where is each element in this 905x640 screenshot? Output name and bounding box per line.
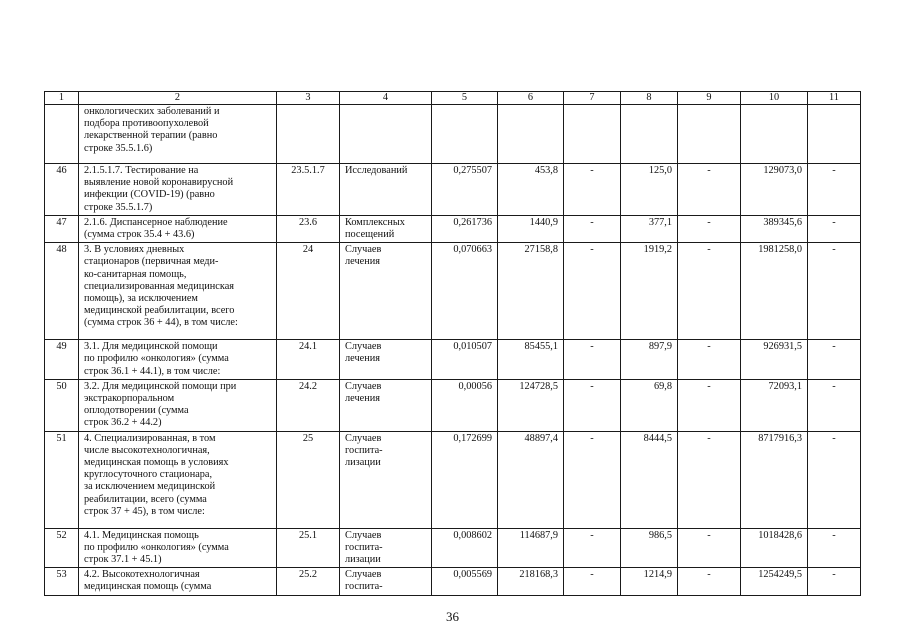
indicator-name-cell-line: строк 36.2 + 44.2) [84,417,162,429]
line-code-cell: 24.1 [277,340,340,380]
unit-cell-line: госпита- [345,581,383,593]
cell-col-8: 69,8 [621,379,678,431]
indicator-name-cell [79,528,277,568]
indicator-name-cell [79,379,277,431]
unit-cell-line: посещений [345,229,395,241]
row-number-cell [45,105,79,164]
column-header: 8 [621,92,678,105]
indicator-name-cell-line: 2.1.5.1.7. Тестирование на [84,165,199,176]
column-header: 3 [277,92,340,105]
cell-col-9: - [678,568,741,595]
indicator-name-cell-line: круглосуточного стационара, [84,469,213,481]
indicator-name-cell-line: строк 37 + 45), в том числе: [84,505,205,517]
cell-col-9: - [678,379,741,431]
row-number-cell: 51 [45,431,79,528]
indicator-name-cell-line: стационаров (первичная меди- [84,256,219,268]
indicator-name-cell-line: (сумма строк 36 + 44), в том числе: [84,317,238,329]
line-code-cell: 24 [277,243,340,340]
row-number-cell: 49 [45,340,79,380]
data-table [44,91,861,596]
cell-col-6: 27158,8 [498,243,564,340]
row-number-cell: 50 [45,379,79,431]
unit-cell-line: Комплексных [345,216,405,228]
unit-cell [340,215,432,242]
unit-cell-line: госпита- [345,444,383,456]
cell-col-10 [741,105,808,164]
cell-col-11: - [808,379,861,431]
cell-col-7: - [564,164,621,216]
unit-cell-line: Случаев [345,341,382,353]
table-body [45,105,861,596]
cell-col-5: 0,070663 [432,243,498,340]
indicator-name-cell [79,431,277,528]
cell-col-6: 124728,5 [498,379,564,431]
indicator-name-cell-line: (сумма строк 35.4 + 43.6) [84,229,195,241]
indicator-name-cell-line: медицинская помощь в условиях [84,457,229,469]
unit-cell-line: Случаев [345,569,382,581]
indicator-name-cell-line: строке 35.5.1.7) [84,201,153,213]
column-header: 2 [79,92,277,105]
cell-col-5: 0,010507 [432,340,498,380]
table-row [45,568,861,595]
indicator-name-cell-line: выявление новой коронавирусной [84,177,234,189]
indicator-name-cell-line: числе высокотехнологичная, [84,444,210,456]
line-code-cell: 25.1 [277,528,340,568]
cell-col-7: - [564,528,621,568]
unit-cell-line: лизации [345,457,381,469]
indicator-name-cell-line: экстракорпоральном [84,393,175,405]
cell-col-8: 897,9 [621,340,678,380]
cell-col-8: 377,1 [621,215,678,242]
column-header: 9 [678,92,741,105]
unit-cell-line: Случаев [345,432,382,444]
column-header: 1 [45,92,79,105]
row-number-cell: 48 [45,243,79,340]
table-row [45,340,861,380]
cell-col-7: - [564,340,621,380]
indicator-name-cell-line: по профилю «онкология» (сумма [84,541,229,553]
row-number-cell: 46 [45,164,79,216]
table-header-row [45,92,861,105]
indicator-name-cell-line: подбора противоопухолевой [84,118,209,130]
cell-col-8: 1214,9 [621,568,678,595]
indicator-name-cell-line: медицинской реабилитации, всего [84,305,235,317]
indicator-name-cell-line: 4. Специализированная, в том [84,432,216,444]
unit-cell [340,431,432,528]
cell-col-11: - [808,528,861,568]
cell-col-6: 85455,1 [498,340,564,380]
unit-cell-line: лечения [345,256,380,268]
unit-cell-line: Случаев [345,380,382,392]
cell-col-11: - [808,215,861,242]
indicator-name-cell-line: оплодотворении (сумма [84,405,189,417]
indicator-name-cell-line: по профилю «онкология» (сумма [84,353,229,365]
indicator-name-cell-line: 3. В условиях дневных [84,244,185,256]
cell-col-5: 0,261736 [432,215,498,242]
indicator-name-cell-line: лекарственной терапии (равно [84,130,218,142]
indicator-name-cell [79,215,277,242]
unit-cell-line: Случаев [345,244,382,256]
table-row [45,243,861,340]
indicator-name-cell [79,568,277,595]
column-header: 4 [340,92,432,105]
cell-col-5: 0,172699 [432,431,498,528]
table-row [45,164,861,216]
cell-col-9: - [678,215,741,242]
column-header: 10 [741,92,808,105]
cell-col-10: 1018428,6 [741,528,808,568]
indicator-name-cell [79,164,277,216]
cell-col-7: - [564,215,621,242]
cell-col-7: - [564,243,621,340]
cell-col-9: - [678,340,741,380]
unit-cell [340,379,432,431]
cell-col-7: - [564,379,621,431]
table-row [45,528,861,568]
indicator-name-cell-line: помощь), за исключением [84,293,198,305]
line-code-cell: 24.2 [277,379,340,431]
indicator-name-cell-line: за исключением медицинской [84,481,216,493]
cell-col-8: 8444,5 [621,431,678,528]
indicator-name-cell [79,243,277,340]
cell-col-6 [498,105,564,164]
cell-col-8: 125,0 [621,164,678,216]
table-row [45,105,861,164]
cell-col-5: 0,275507 [432,164,498,216]
cell-col-7 [564,105,621,164]
cell-col-6: 48897,4 [498,431,564,528]
row-number-cell: 52 [45,528,79,568]
cell-col-10: 1254249,5 [741,568,808,595]
line-code-cell: 25.2 [277,568,340,595]
cell-col-6: 218168,3 [498,568,564,595]
unit-cell [340,340,432,380]
indicator-name-cell-line: ко-санитарная помощь, [84,268,187,280]
cell-col-11 [808,105,861,164]
indicator-name-cell-line: 4.1. Медицинская помощь [84,529,199,541]
indicator-name-cell-line: 3.2. Для медицинской помощи при [84,380,237,392]
column-header: 5 [432,92,498,105]
cell-col-10: 926931,5 [741,340,808,380]
cell-col-7: - [564,431,621,528]
unit-cell [340,568,432,595]
cell-col-9: - [678,243,741,340]
table-row [45,379,861,431]
row-number-cell: 47 [45,215,79,242]
unit-cell-line: лечения [345,393,380,405]
line-code-cell: 25 [277,431,340,528]
indicator-name-cell-line: реабилитации, всего (сумма [84,493,207,505]
unit-cell [340,164,432,216]
cell-col-10: 129073,0 [741,164,808,216]
cell-col-8: 1919,2 [621,243,678,340]
unit-cell-line: Случаев [345,529,382,541]
unit-cell-line: лизации [345,554,381,566]
cell-col-8: 986,5 [621,528,678,568]
table-row [45,215,861,242]
cell-col-11: - [808,340,861,380]
indicator-name-cell-line: инфекции (COVID-19) (равно [84,189,215,201]
cell-col-11: - [808,431,861,528]
indicator-name-cell-line: 3.1. Для медицинской помощи [84,341,218,353]
indicator-name-cell-line: строке 35.5.1.6) [84,142,153,154]
column-header: 7 [564,92,621,105]
cell-col-6: 114687,9 [498,528,564,568]
cell-col-10: 72093,1 [741,379,808,431]
column-header: 11 [808,92,861,105]
indicator-name-cell [79,105,277,164]
cell-col-11: - [808,164,861,216]
cell-col-10: 1981258,0 [741,243,808,340]
indicator-name-cell-line: строк 36.1 + 44.1), в том числе: [84,365,221,377]
line-code-cell: 23.6 [277,215,340,242]
indicator-name-cell-line: 2.1.6. Диспансерное наблюдение [84,216,228,228]
indicator-name-cell-line: онкологических заболеваний и [84,106,220,117]
indicator-name-cell [79,340,277,380]
unit-cell-line: лечения [345,353,380,365]
cell-col-5: 0,008602 [432,528,498,568]
page-number: 36 [446,609,459,624]
cell-col-11: - [808,568,861,595]
cell-col-5: 0,00056 [432,379,498,431]
line-code-cell: 23.5.1.7 [277,164,340,216]
indicator-name-cell-line: 4.2. Высокотехнологичная [84,569,200,581]
cell-col-9: - [678,164,741,216]
cell-col-9 [678,105,741,164]
cell-col-9: - [678,431,741,528]
indicator-name-cell-line: медицинская помощь (сумма [84,581,212,593]
cell-col-9: - [678,528,741,568]
cell-col-10: 389345,6 [741,215,808,242]
cell-col-6: 453,8 [498,164,564,216]
line-code-cell [277,105,340,164]
cell-col-7: - [564,568,621,595]
unit-cell [340,243,432,340]
indicator-name-cell-line: строк 37.1 + 45.1) [84,554,162,566]
row-number-cell: 53 [45,568,79,595]
cell-col-5: 0,005569 [432,568,498,595]
table-row [45,431,861,528]
unit-cell [340,105,432,164]
cell-col-11: - [808,243,861,340]
cell-col-10: 8717916,3 [741,431,808,528]
unit-cell-line: Исследований [345,165,408,176]
cell-col-6: 1440,9 [498,215,564,242]
unit-cell [340,528,432,568]
cell-col-8 [621,105,678,164]
indicator-name-cell-line: специализированная медицинская [84,280,235,292]
column-header: 6 [498,92,564,105]
cell-col-5 [432,105,498,164]
unit-cell-line: госпита- [345,541,383,553]
